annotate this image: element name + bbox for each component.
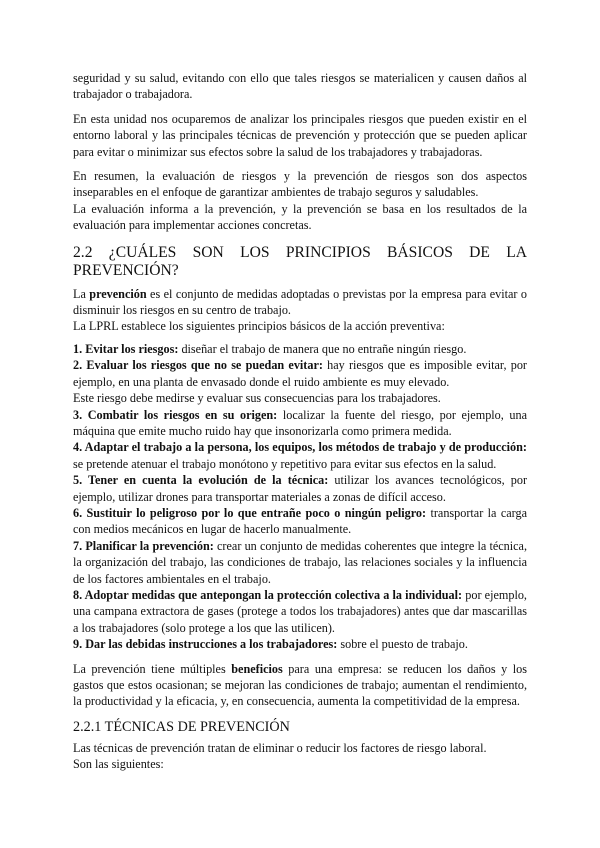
principle-text: transportar la carga con medios mecánicos en lugar de hacerlo manualmente. <box>73 505 527 537</box>
principle-text: diseñar el trabajo de manera que no entrañe ningún riesgo. <box>178 341 467 356</box>
definition-prefix: La <box>73 286 90 301</box>
principle-item <box>73 472 527 505</box>
principle-text: hay riesgos que es imposible evitar, por ejemplo, en una planta de envasado donde el ruido ambiente es muy elevado. <box>73 358 527 389</box>
principles-list <box>73 341 527 653</box>
principle-text: crear un conjunto de medidas coherentes que integre la técnica, la organización del trabajo, las condiciones de trabajo, las relaciones sociales y la influencia de los factores ambientales en el trabajo. <box>73 538 527 586</box>
principle-item <box>73 587 527 636</box>
principle-item <box>73 636 527 652</box>
principle-title: 4. Adaptar el trabajo a la persona, los equipos, los métodos de trabajo y de producción: <box>73 440 527 455</box>
principle-text: Este riesgo debe medirse y evaluar sus consecuencias para los trabajadores. <box>73 391 441 406</box>
principle-text: sobre el puesto de trabajo. <box>337 637 468 652</box>
principle-text: utilizar los avances tecnológicos, por ejemplo, utilizar drones para transportar materiales a zonas de difícil acceso. <box>73 473 527 504</box>
definition-text: es el conjunto de medidas adoptadas o previstas por la empresa para evitar o disminuir los riesgos en su centro de trabajo. <box>73 286 527 318</box>
paragraph-techniques-list-lead: Son las siguientes: <box>73 757 164 772</box>
principle-item <box>73 505 527 538</box>
paragraph-summary: En resumen, la evaluación de riesgos y la prevención de riesgos son dos aspectos inseparables en el enfoque de garantizar ambientes de trabajo seguros y saludables. <box>73 169 527 200</box>
principle-item <box>73 439 527 472</box>
principle-item <box>73 357 527 390</box>
section-heading-principles: 2.2 ¿CUÁLES SON LOS PRINCIPIOS BÁSICOS DE LA PREVENCIÓN? <box>73 243 527 279</box>
paragraph-safety-continuation: seguridad y su salud, evitando con ello que tales riesgos se materialicen y causen daños al trabajador o trabajadora. <box>73 71 527 102</box>
paragraph-evaluation-informs: La evaluación informa a la prevención, y la prevención se basa en los resultados de la evaluación para implementar acciones concretas. <box>73 201 527 233</box>
principle-title: 9. Dar las debidas instrucciones a los trabajadores: <box>73 637 338 652</box>
benefits-prefix: La prevención tiene múltiples <box>73 661 232 676</box>
principle-title: 8. Adoptar medidas que antepongan la protección colectiva a la individual: <box>73 587 463 602</box>
paragraph-techniques-intro: Las técnicas de prevención tratan de eliminar o reducir los factores de riesgo laboral. <box>73 740 487 755</box>
subsection-heading-techniques: 2.2.1 TÉCNICAS DE PREVENCIÓN <box>73 718 290 735</box>
principle-text: por ejemplo, una campana extractora de gases (protege a todos los trabajadores) antes que dar mascarillas a los trabajadores (solo protege a los que las utilicen). <box>73 587 527 635</box>
benefits-term: beneficios <box>231 661 283 676</box>
principle-item <box>73 538 527 587</box>
principle-item <box>73 390 527 406</box>
principle-title: 2. Evaluar los riesgos que no se puedan evitar: <box>73 358 323 373</box>
principle-title: 7. Planificar la prevención: <box>73 538 214 553</box>
paragraph-unit-scope: En esta unidad nos ocuparemos de analizar los principales riesgos que pueden existir en el entorno laboral y las principales técnicas de prevención y protección que se pueden aplicar para evitar o minimizar sus efectos sobre la salud de los trabajadores y trabajadoras. <box>73 111 527 159</box>
principle-title: 1. Evitar los riesgos: <box>73 341 179 356</box>
principle-title: 3. Combatir los riesgos en su origen: <box>73 407 278 422</box>
principle-text: se pretende atenuar el trabajo monótono y repetitivo para evitar sus efectos en la salud. <box>73 456 497 471</box>
paragraph-benefits <box>73 661 527 710</box>
paragraph-lprl: La LPRL establece los siguientes principios básicos de la acción preventiva: <box>73 319 445 334</box>
definition-term: prevención <box>89 286 147 301</box>
principle-title: 5. Tener en cuenta la evolución de la técnica: <box>73 473 329 488</box>
principle-text: localizar la fuente del riesgo, por ejemplo, una máquina que emite mucho ruido hay que insonorizarla como primera medida. <box>73 407 527 438</box>
paragraph-prevention-definition <box>73 286 527 319</box>
principle-title: 6. Sustituir lo peligroso por lo que entrañe poco o ningún peligro: <box>73 505 427 520</box>
principle-item <box>73 341 527 357</box>
principle-item <box>73 407 527 440</box>
benefits-text: para una empresa: se reducen los daños y los gastos que estos ocasionan; se mejoran las condiciones de trabajo; aumentan el rendimiento, la productividad y la eficacia, y, en consecuencia, aumenta la competitividad de la empresa. <box>73 661 527 709</box>
